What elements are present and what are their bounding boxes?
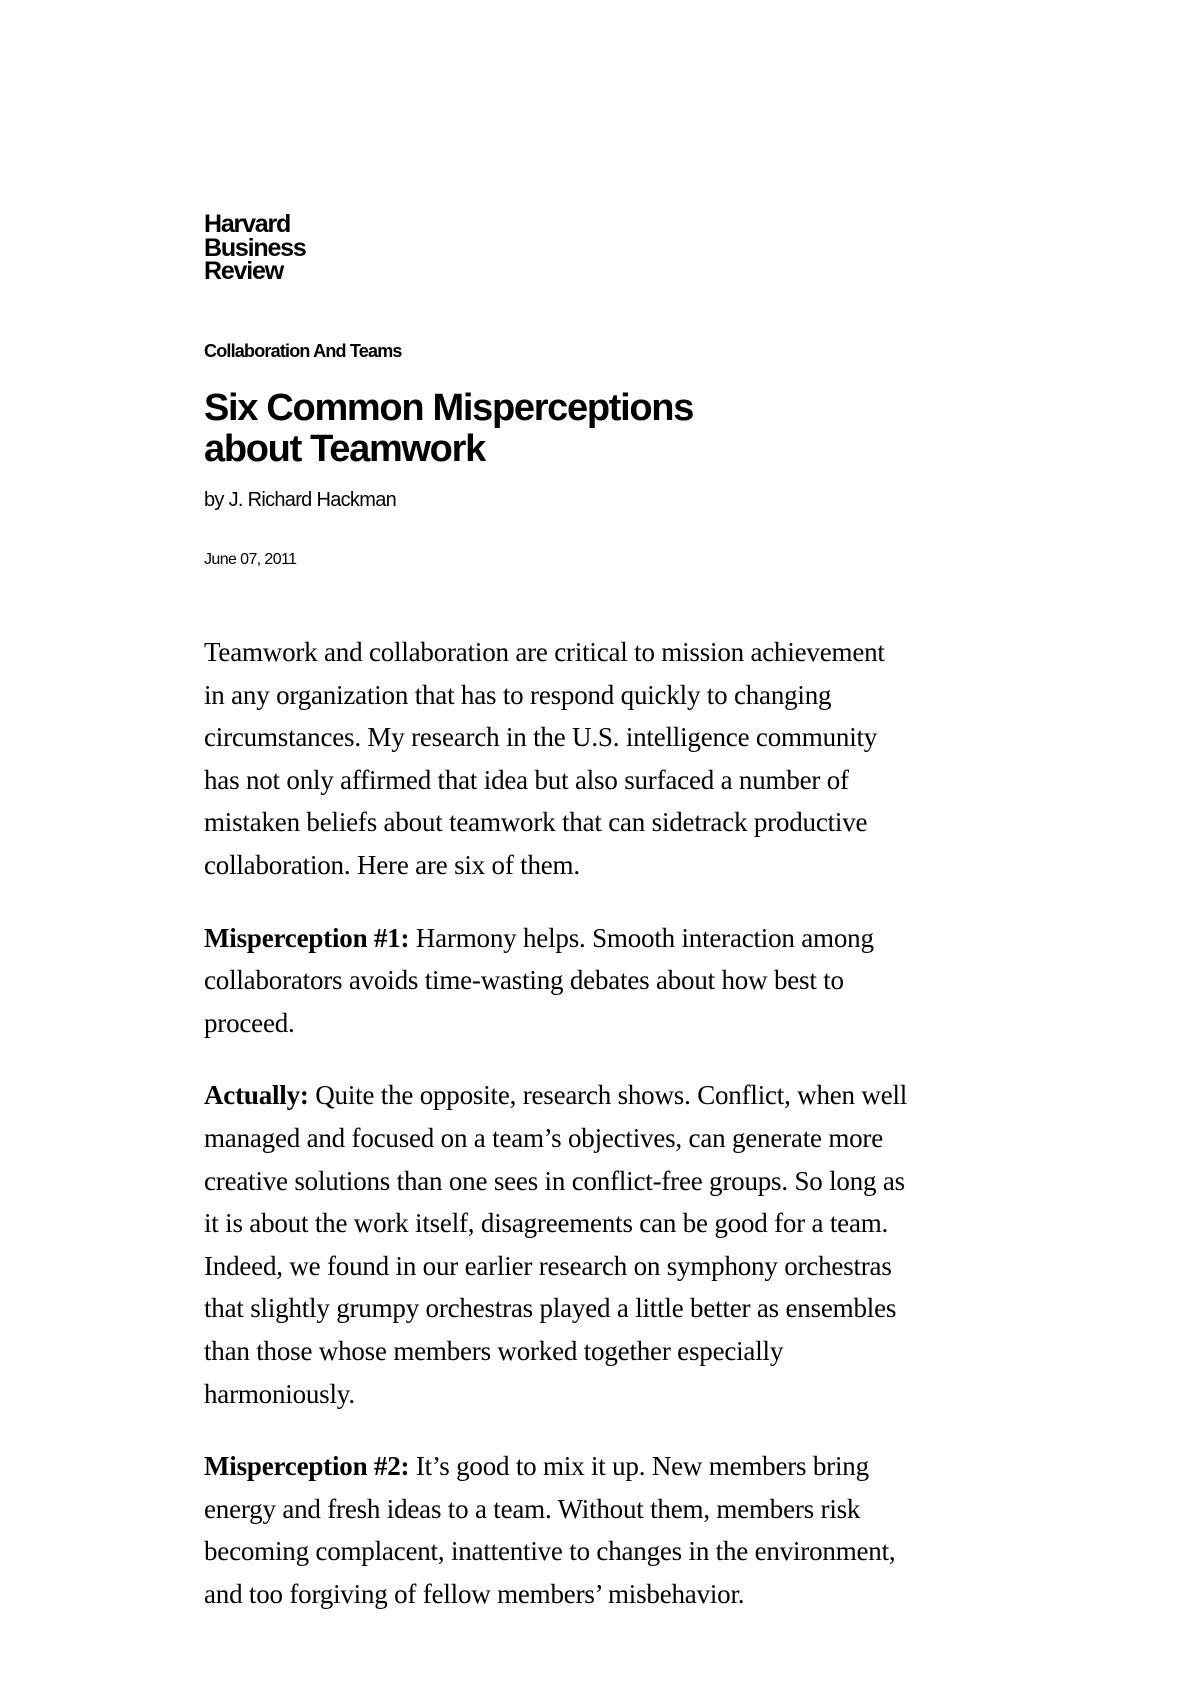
paragraph-line: in any organization that has to respond quickly to changing [204,679,832,710]
paragraph-line: mistaken beliefs about teamwork that can sidetrack productive [204,807,868,838]
line-text: Quite the opposite, research shows. Conflict, when well [308,1080,908,1111]
article-title [204,388,824,470]
paragraph-line [204,1074,1024,1117]
paragraph-actually-1 [204,1074,1024,1415]
logo-line-3: Review [204,257,283,285]
paragraph-line: managed and focused on a team’s objectives, can generate more [204,1122,884,1153]
topic-label: Collaboration And Teams [204,341,402,361]
paragraph-misperception-2 [204,1445,1024,1615]
paragraph-line: creative solutions than one sees in conflict-free groups. So long as [204,1165,905,1196]
paragraph-line: collaboration. Here are six of them. [204,849,580,880]
author-byline: by J. Richard Hackman [204,489,397,511]
paragraph-line: it is about the work itself, disagreements can be good for a team. [204,1208,889,1239]
line-text: It’s good to mix it up. New members bring [409,1451,869,1482]
hbr-logo [204,210,306,285]
paragraph-line [204,1445,1024,1488]
paragraph-line: circumstances. My research in the U.S. intelligence community [204,722,878,753]
paragraph-misperception-1 [204,917,1024,1045]
paragraph-line: that slightly grumpy orchestras played a little better as ensembles [204,1293,897,1324]
paragraph-line: becoming complacent, inattentive to changes in the environment, [204,1536,896,1567]
lead-label: Actually: [204,1080,309,1111]
paragraph-intro [204,631,1024,887]
title-line-2: about Teamwork [204,428,485,470]
title-line-1: Six Common Misperceptions [204,387,694,429]
paragraph-line: harmoniously. [204,1378,355,1409]
lead-label: Misperception #2: [204,1451,410,1482]
paragraph-line: Indeed, we found in our earlier research on symphony orchestras [204,1250,892,1281]
paragraph-line: has not only affirmed that idea but also surfaced a number of [204,764,849,795]
lead-label: Misperception #1: [204,922,410,953]
paragraph-line: proceed. [204,1007,295,1038]
paragraph-line: and too forgiving of fellow members’ misbehavior. [204,1578,745,1609]
line-text: Harmony helps. Smooth interaction among [409,922,874,953]
logo-line-1: Harvard [204,210,291,238]
paragraph-line: energy and fresh ideas to a team. Without them, members risk [204,1493,861,1524]
paragraph-line [204,917,1024,960]
paragraph-line: Teamwork and collaboration are critical to mission achievement [204,637,885,667]
paragraph-line: than those whose members worked together especially [204,1335,784,1366]
publish-date: June 07, 2011 [204,551,297,568]
article-body [204,631,1024,1645]
paragraph-line: collaborators avoids time-wasting debates about how best to [204,965,844,996]
logo-line-2: Business [204,233,306,262]
